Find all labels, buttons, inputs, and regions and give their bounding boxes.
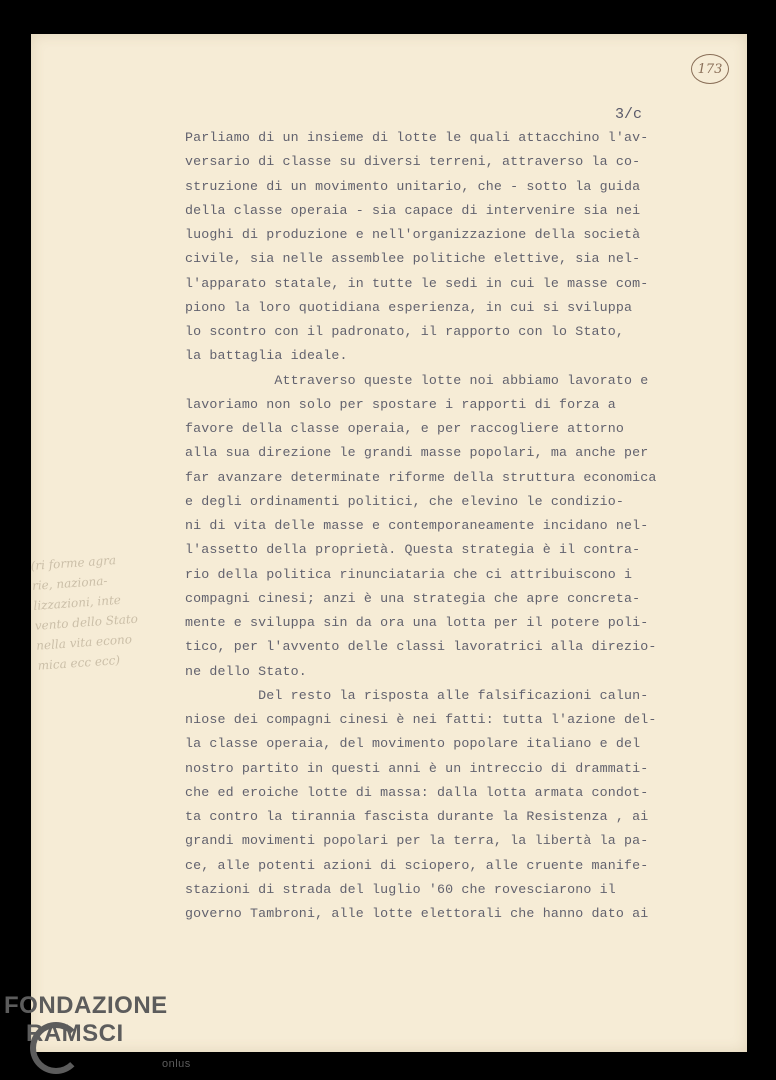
margin-note-line: (ri forme agra	[30, 553, 117, 573]
handwritten-margin-note	[30, 546, 178, 675]
text-line: ni di vita delle masse e contemporaneamente incidano nel-	[185, 518, 649, 533]
text-line: la battaglia ideale.	[185, 348, 348, 364]
margin-note-line: vento dello Stato	[34, 611, 139, 633]
text-line: della classe operaia - sia capace di intervenire sia nei	[185, 202, 641, 218]
text-line: mente e sviluppa sin da ora una lotta per il potere poli-	[185, 615, 649, 630]
text-line: Del resto la risposta alle falsificazioni calun-	[185, 687, 649, 703]
margin-note-line: nella vita econo	[35, 632, 133, 653]
text-line: ta contro la tirannia fascista durante la Resistenza , ai	[185, 809, 649, 824]
text-line: lo scontro con il padronato, il rapporto con lo Stato,	[185, 324, 624, 339]
text-line: l'apparato statale, in tutte le sedi in cui le masse com-	[185, 275, 649, 291]
watermark-onlus: onlus	[162, 1058, 191, 1070]
fondazione-gramsci-watermark	[4, 992, 191, 1070]
text-line: struzione di un movimento unitario, che - sotto la guida	[185, 178, 641, 194]
text-line: tico, per l'avvento delle classi lavoratrici alla direzio-	[185, 639, 657, 655]
text-line: compagni cinesi; anzi è una strategia che apre concreta-	[185, 590, 641, 606]
text-line: e degli ordinamenti politici, che elevino le condizio-	[185, 493, 624, 509]
typewritten-body	[185, 126, 665, 926]
text-line: che ed eroiche lotte di massa: dalla lotta armata condot-	[185, 784, 649, 800]
text-line: stazioni di strada del luglio '60 che rovesciarono il	[185, 881, 616, 897]
text-line: civile, sia nelle assemblee politiche elettive, sia nel-	[185, 251, 641, 267]
text-line: Attraverso queste lotte noi abbiamo lavorato e	[185, 372, 649, 388]
page-reference: 3/c	[615, 106, 643, 123]
text-line: grandi movimenti popolari per la terra, la libertà la pa-	[185, 833, 649, 849]
watermark-line1: FONDAZIONE	[4, 992, 168, 1019]
text-line: luoghi di produzione e nell'organizzazione della società	[185, 227, 641, 242]
text-line: versario di classe su diversi terreni, attraverso la co-	[185, 154, 641, 170]
text-line: favore della classe operaia, e per raccogliere attorno	[185, 421, 624, 436]
margin-note-line: mica ecc ecc)	[37, 652, 121, 673]
text-line: alla sua direzione le grandi masse popolari, ma anche per	[185, 445, 649, 461]
text-line: governo Tambroni, alle lotte elettorali che hanno dato ai	[185, 906, 649, 921]
text-line: far avanzare determinate riforme della struttura economica	[185, 469, 657, 485]
text-line: la classe operaia, del movimento popolare italiano e del	[185, 736, 641, 752]
margin-note-line: lizzazioni, inte	[32, 592, 122, 613]
archive-page-number-text: 173	[697, 61, 723, 77]
text-line: nostro partito in questi anni è un intreccio di drammati-	[185, 760, 649, 776]
watermark-line2: RAMSCI	[26, 1020, 124, 1047]
text-line: ne dello Stato.	[185, 663, 307, 679]
text-line: niose dei compagni cinesi è nei fatti: tutta l'azione del-	[185, 712, 657, 727]
text-line: rio della politica rinunciataria che ci attribuiscono i	[185, 566, 633, 582]
text-line: lavoriamo non solo per spostare i rapporti di forza a	[185, 396, 616, 412]
margin-note-line: rie, naziona-	[31, 573, 108, 593]
text-line: l'assetto della proprietà. Questa strategia è il contra-	[185, 542, 641, 558]
text-line: piono la loro quotidiana esperienza, in cui si sviluppa	[185, 299, 633, 315]
archive-page-number	[691, 54, 729, 84]
watermark-logo-g-icon	[30, 1022, 82, 1074]
text-line: Parliamo di un insieme di lotte le quali attacchino l'av-	[185, 130, 649, 145]
text-line: ce, alle potenti azioni di sciopero, alle cruente manife-	[185, 857, 649, 873]
